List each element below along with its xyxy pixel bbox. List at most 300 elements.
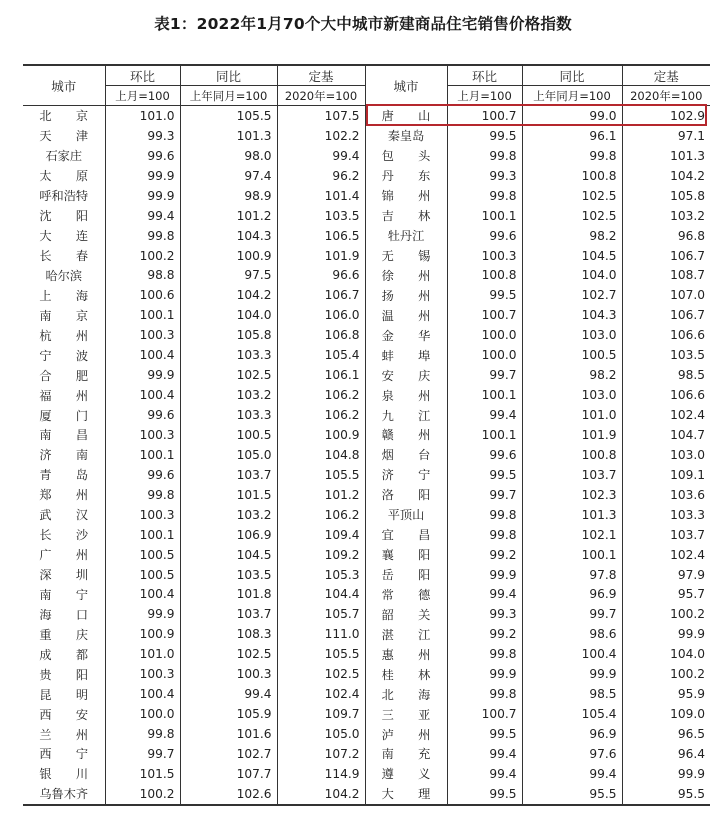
yoy-value-right: 103.0 [522,385,622,405]
city-name-right: 丹 东 [365,166,447,186]
yoy-value-right: 97.6 [522,744,622,764]
mom-value-right: 100.7 [447,305,522,325]
mom-value-right: 99.2 [447,545,522,565]
mom-value-right: 99.4 [447,764,522,784]
mom-value-right: 99.7 [447,365,522,385]
mom-value-right: 99.3 [447,604,522,624]
city-name-left: 哈尔滨 [45,268,83,283]
table-row [23,186,710,206]
mom-value-left: 99.6 [105,146,180,166]
mom-value-left: 100.3 [105,664,180,684]
mom-value-left: 99.4 [105,206,180,226]
city-name-left: 昆 明 [39,687,89,702]
city-name-left: 长 春 [39,249,89,264]
yoy-value-right: 104.5 [522,246,622,266]
city-name-right: 包 头 [365,146,447,166]
mom-value-left: 101.0 [105,106,180,126]
mom-value-left: 99.3 [105,126,180,146]
mom-value-right: 100.1 [447,206,522,226]
city-name-right: 襄 阳 [365,545,447,565]
yoy-value-left: 104.5 [180,545,277,565]
yoy-value-left: 99.4 [180,684,277,704]
yoy-value-right: 96.1 [522,126,622,146]
mom-value-right: 99.5 [447,285,522,305]
yoy-value-right: 101.3 [522,505,622,525]
city-name-left: 天 津 [39,129,89,144]
table-row [23,365,710,385]
mom-value-left: 100.3 [105,325,180,345]
base-value-left: 104.4 [277,585,365,605]
header-base-left: 定基 [277,65,365,86]
base-value-right: 97.1 [622,126,710,146]
base-value-right: 109.1 [622,465,710,485]
yoy-value-left: 98.0 [180,146,277,166]
base-value-right: 104.2 [622,166,710,186]
yoy-value-right: 103.0 [522,325,622,345]
city-name-right: 徐 州 [365,266,447,286]
table-row [23,285,710,305]
table-row [23,485,710,505]
base-value-left: 107.2 [277,744,365,764]
city-name-right: 岳 阳 [365,565,447,585]
yoy-value-right: 96.9 [522,724,622,744]
city-name-left: 乌鲁木齐 [39,787,89,802]
yoy-value-left: 98.9 [180,186,277,206]
mom-value-left: 100.5 [105,545,180,565]
base-value-right: 103.5 [622,345,710,365]
yoy-value-left: 104.3 [180,226,277,246]
mom-value-left: 100.3 [105,425,180,445]
table-row [23,325,710,345]
city-name-right: 无 锡 [365,246,447,266]
mom-value-left: 100.5 [105,565,180,585]
mom-value-right: 99.8 [447,505,522,525]
mom-value-right: 99.5 [447,784,522,805]
city-name-left: 福 州 [39,388,89,403]
city-name-right: 桂 林 [365,664,447,684]
city-name-right: 蚌 埠 [365,345,447,365]
base-value-right: 106.6 [622,385,710,405]
mom-value-left: 100.2 [105,246,180,266]
table-row [23,784,710,805]
base-value-right: 103.3 [622,505,710,525]
city-name-left: 呼和浩特 [39,189,89,204]
base-value-left: 99.4 [277,146,365,166]
header-yoy-left: 同比 [180,65,277,86]
city-name-right: 牡丹江 [365,226,447,246]
yoy-value-right: 100.4 [522,644,622,664]
yoy-value-left: 105.8 [180,325,277,345]
mom-value-left: 100.0 [105,704,180,724]
base-value-right: 99.9 [622,624,710,644]
base-value-right: 97.9 [622,565,710,585]
city-name-left: 成 都 [39,647,89,662]
mom-value-right: 99.8 [447,644,522,664]
yoy-value-left: 106.9 [180,525,277,545]
mom-value-left: 101.0 [105,644,180,664]
yoy-value-left: 103.3 [180,405,277,425]
city-name-left: 广 州 [39,548,89,563]
base-value-left: 114.9 [277,764,365,784]
table-row [23,624,710,644]
city-name-right: 泉 州 [365,385,447,405]
yoy-value-right: 104.3 [522,305,622,325]
mom-value-right: 99.4 [447,585,522,605]
table-row [23,664,710,684]
yoy-value-right: 95.5 [522,784,622,805]
table-row [23,445,710,465]
city-name-left: 南 京 [39,308,89,323]
base-value-left: 104.8 [277,445,365,465]
city-name-right: 扬 州 [365,285,447,305]
table-row [23,644,710,664]
city-name-left: 深 圳 [39,568,89,583]
mom-value-left: 100.4 [105,585,180,605]
base-value-right: 99.9 [622,764,710,784]
table-row [23,226,710,246]
yoy-value-left: 103.7 [180,604,277,624]
table-row [23,604,710,624]
table-row [23,525,710,545]
mom-value-right: 99.4 [447,405,522,425]
table-row [23,126,710,146]
mom-value-left: 100.3 [105,505,180,525]
base-value-right: 103.6 [622,485,710,505]
table-row [23,305,710,325]
base-value-right: 106.7 [622,246,710,266]
base-value-right: 96.8 [622,226,710,246]
table-row [23,146,710,166]
city-name-right: 平顶山 [365,505,447,525]
city-name-right: 烟 台 [365,445,447,465]
mom-value-left: 99.7 [105,744,180,764]
base-value-left: 101.4 [277,186,365,206]
table-title: 表1：2022年1月70个大中城市新建商品住宅销售价格指数 [154,15,572,33]
mom-value-left: 99.8 [105,485,180,505]
mom-value-left: 100.9 [105,624,180,644]
header-base-sub-right: 2020年=100 [622,86,710,106]
city-name-right: 吉 林 [365,206,447,226]
city-name-right: 南 充 [365,744,447,764]
table-row [23,565,710,585]
header-mom-right: 环比 [447,65,522,86]
city-name-right: 锦 州 [365,186,447,206]
base-value-right: 104.7 [622,425,710,445]
mom-value-left: 99.8 [105,226,180,246]
yoy-value-left: 101.5 [180,485,277,505]
mom-value-right: 99.9 [447,565,522,585]
yoy-value-right: 98.2 [522,365,622,385]
base-value-left: 105.5 [277,465,365,485]
yoy-value-left: 103.2 [180,505,277,525]
table-row [23,465,710,485]
mom-value-right: 100.1 [447,385,522,405]
mom-value-right: 100.7 [447,704,522,724]
table-row [23,266,710,286]
mom-value-left: 98.8 [105,266,180,286]
yoy-value-left: 102.6 [180,784,277,805]
base-value-right: 106.6 [622,325,710,345]
table-row [23,246,710,266]
mom-value-right: 100.0 [447,345,522,365]
city-name-left: 郑 州 [39,488,89,503]
city-name-left: 长 沙 [39,528,89,543]
city-name-left: 厦 门 [39,408,89,423]
mom-value-left: 100.4 [105,684,180,704]
header-yoy-sub-left: 上年同月=100 [180,86,277,106]
mom-value-left: 100.1 [105,525,180,545]
mom-value-right: 99.8 [447,684,522,704]
yoy-value-right: 96.9 [522,585,622,605]
city-name-left: 沈 阳 [39,209,89,224]
city-name-left: 海 口 [39,607,89,622]
mom-value-right: 99.8 [447,186,522,206]
yoy-value-left: 97.5 [180,266,277,286]
base-value-left: 101.9 [277,246,365,266]
base-value-left: 101.2 [277,485,365,505]
yoy-value-left: 101.2 [180,206,277,226]
header-city-right: 城市 [365,65,447,106]
header-city-left: 城市 [23,65,105,106]
base-value-left: 102.4 [277,684,365,704]
base-value-left: 105.4 [277,345,365,365]
mom-value-right: 99.7 [447,485,522,505]
table-row [23,545,710,565]
yoy-value-right: 103.7 [522,465,622,485]
mom-value-right: 99.5 [447,465,522,485]
mom-value-right: 99.5 [447,724,522,744]
yoy-value-right: 102.5 [522,186,622,206]
base-value-right: 105.8 [622,186,710,206]
base-value-right: 102.4 [622,405,710,425]
city-name-left: 西 宁 [39,747,89,762]
base-value-left: 111.0 [277,624,365,644]
city-name-right: 常 德 [365,585,447,605]
mom-value-right: 99.9 [447,664,522,684]
mom-value-right: 99.4 [447,744,522,764]
city-name-right: 大 理 [365,784,447,805]
yoy-value-left: 104.2 [180,285,277,305]
yoy-value-left: 104.0 [180,305,277,325]
base-value-left: 96.2 [277,166,365,186]
base-value-left: 105.5 [277,644,365,664]
header-yoy-right: 同比 [522,65,622,86]
city-name-left: 银 川 [39,767,89,782]
city-name-right: 遵 义 [365,764,447,784]
base-value-right: 98.5 [622,365,710,385]
base-value-right: 103.7 [622,525,710,545]
table-row [23,425,710,445]
base-value-left: 109.7 [277,704,365,724]
base-value-left: 109.4 [277,525,365,545]
base-value-left: 102.2 [277,126,365,146]
table-row [23,585,710,605]
city-name-left: 兰 州 [39,727,89,742]
yoy-value-left: 97.4 [180,166,277,186]
yoy-value-left: 103.5 [180,565,277,585]
mom-value-left: 100.4 [105,385,180,405]
mom-value-right: 99.3 [447,166,522,186]
base-value-left: 105.3 [277,565,365,585]
city-name-right: 赣 州 [365,425,447,445]
mom-value-left: 99.6 [105,465,180,485]
mom-value-right: 100.8 [447,266,522,286]
price-index-table [23,64,710,806]
header-base-sub-left: 2020年=100 [277,86,365,106]
yoy-value-right: 100.8 [522,445,622,465]
yoy-value-left: 101.3 [180,126,277,146]
city-name-left: 济 南 [39,448,89,463]
city-name-right: 秦皇岛 [365,126,447,146]
mom-value-left: 100.4 [105,345,180,365]
yoy-value-right: 99.7 [522,604,622,624]
yoy-value-right: 99.0 [522,106,622,126]
base-value-right: 96.5 [622,724,710,744]
base-value-left: 100.9 [277,425,365,445]
city-name-left: 合 肥 [39,368,89,383]
base-value-right: 102.9 [622,106,710,126]
base-value-left: 103.5 [277,206,365,226]
yoy-value-right: 102.7 [522,285,622,305]
city-name-right: 济 宁 [365,465,447,485]
city-name-right: 安 庆 [365,365,447,385]
yoy-value-left: 100.5 [180,425,277,445]
city-name-right: 湛 江 [365,624,447,644]
yoy-value-right: 101.0 [522,405,622,425]
city-name-right: 九 江 [365,405,447,425]
base-value-right: 106.7 [622,305,710,325]
city-name-left: 武 汉 [39,508,89,523]
yoy-value-right: 99.9 [522,664,622,684]
city-name-left: 南 宁 [39,587,89,602]
base-value-left: 106.7 [277,285,365,305]
mom-value-right: 100.3 [447,246,522,266]
city-name-right: 三 亚 [365,704,447,724]
city-name-left: 南 昌 [39,428,89,443]
yoy-value-right: 101.9 [522,425,622,445]
mom-value-right: 99.2 [447,624,522,644]
mom-value-left: 99.8 [105,724,180,744]
city-name-right: 北 海 [365,684,447,704]
table-row [23,744,710,764]
yoy-value-left: 100.3 [180,664,277,684]
yoy-value-left: 105.0 [180,445,277,465]
price-index-table-container [23,64,710,806]
base-value-right: 95.9 [622,684,710,704]
yoy-value-left: 101.8 [180,585,277,605]
yoy-value-left: 108.3 [180,624,277,644]
mom-value-left: 99.6 [105,405,180,425]
city-name-right: 惠 州 [365,644,447,664]
mom-value-left: 99.9 [105,365,180,385]
city-name-left: 贵 阳 [39,667,89,682]
mom-value-right: 100.0 [447,325,522,345]
base-value-right: 101.3 [622,146,710,166]
yoy-value-right: 102.1 [522,525,622,545]
header-yoy-sub-right: 上年同月=100 [522,86,622,106]
yoy-value-right: 102.3 [522,485,622,505]
table-row [23,704,710,724]
base-value-right: 100.2 [622,604,710,624]
base-value-right: 102.4 [622,545,710,565]
city-name-right: 唐 山 [365,106,447,126]
mom-value-right: 99.8 [447,525,522,545]
base-value-right: 100.2 [622,664,710,684]
mom-value-right: 99.5 [447,126,522,146]
base-value-right: 96.4 [622,744,710,764]
table-row [23,405,710,425]
city-name-right: 温 州 [365,305,447,325]
base-value-right: 108.7 [622,266,710,286]
mom-value-left: 100.1 [105,445,180,465]
table-row [23,206,710,226]
mom-value-left: 99.9 [105,186,180,206]
base-value-right: 95.7 [622,585,710,605]
city-name-right: 宜 昌 [365,525,447,545]
mom-value-left: 101.5 [105,764,180,784]
base-value-left: 96.6 [277,266,365,286]
table-row [23,764,710,784]
table-row [23,345,710,365]
yoy-value-left: 102.5 [180,365,277,385]
city-name-left: 太 原 [39,169,89,184]
yoy-value-right: 98.5 [522,684,622,704]
city-name-left: 宁 波 [39,348,89,363]
base-value-right: 95.5 [622,784,710,805]
table-row [23,505,710,525]
base-value-left: 105.0 [277,724,365,744]
mom-value-right: 99.8 [447,146,522,166]
yoy-value-right: 98.2 [522,226,622,246]
city-name-left: 上 海 [39,288,89,303]
base-value-left: 106.2 [277,385,365,405]
yoy-value-left: 102.5 [180,644,277,664]
city-name-right: 泸 州 [365,724,447,744]
city-name-left: 杭 州 [39,328,89,343]
base-value-right: 107.0 [622,285,710,305]
header-base-right: 定基 [622,65,710,86]
table-body [23,106,710,805]
city-name-right: 洛 阳 [365,485,447,505]
city-name-left: 石家庄 [45,149,83,164]
yoy-value-left: 105.5 [180,106,277,126]
base-value-right: 109.0 [622,704,710,724]
city-name-left: 青 岛 [39,468,89,483]
mom-value-right: 100.1 [447,425,522,445]
city-name-right: 韶 关 [365,604,447,624]
base-value-right: 103.0 [622,445,710,465]
mom-value-left: 100.2 [105,784,180,805]
yoy-value-right: 99.4 [522,764,622,784]
yoy-value-right: 105.4 [522,704,622,724]
yoy-value-right: 98.6 [522,624,622,644]
yoy-value-right: 100.8 [522,166,622,186]
city-name-left: 大 连 [39,229,89,244]
header-mom-sub-left: 上月=100 [105,86,180,106]
table-row [23,106,710,126]
base-value-left: 106.8 [277,325,365,345]
yoy-value-right: 97.8 [522,565,622,585]
yoy-value-right: 100.5 [522,345,622,365]
base-value-left: 107.5 [277,106,365,126]
city-name-left: 北 京 [39,109,89,124]
city-name-left: 西 安 [39,707,89,722]
table-row [23,684,710,704]
base-value-left: 102.5 [277,664,365,684]
table-row [23,724,710,744]
yoy-value-right: 99.8 [522,146,622,166]
yoy-value-left: 103.3 [180,345,277,365]
